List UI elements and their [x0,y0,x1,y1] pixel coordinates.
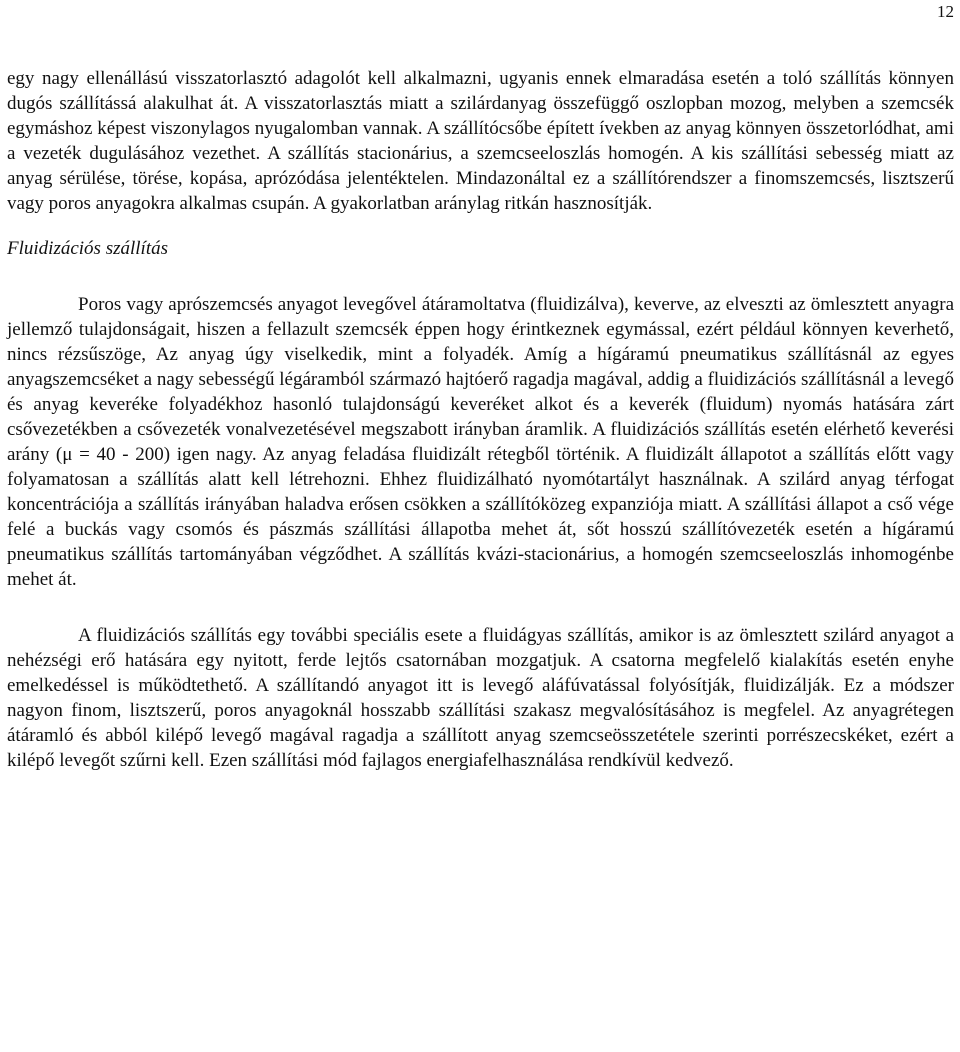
paragraph-fluidization: Poros vagy aprószemcsés anyagot levegővel átáramoltatva (fluidizálva), keverve, az elveszti az ömlesztett anyagra jellemző tulajdonságait, hiszen a fellazult szemcsék éppen hogy érintkeznek egymással, ezért például könnyen keverhető, nincs rézsűszöge, Az anyag úgy viselkedik, mint a folyadék. Amíg a hígáramú pneumatikus szállításnál az egyes anyagszemcséket a nagy sebességű légáramból származó hajtóerő ragadja magával, addig a fluidizációs szállításnál a levegő és anyag keveréke folyadékhoz hasonló tulajdonságú keveréket alkot és a keverék (fluidum) nyomás hatására zárt csővezetékben a csővezeték vonalvezetésével megszabott irányban áramlik. A fluidizációs szállítás esetén elérhető keverési arány (μ = 40 - 200) igen nagy. Az anyag feladása fluidizált rétegből történik. A fluidizált állapotot a szállítás előtt vagy folyamatosan a szállítás alatt kell létrehozni. Ehhez fluidizálható nyomótartályt használnak. A szilárd anyag térfogat koncentrációja a szállítás irányában haladva erősen csökken a szállítóközeg expanziója miatt. A szállítási állapot a cső vége felé a buckás vagy csomós és pászmás szállítási állapotba mehet át, sőt hosszú szállítóvezeték esetén a hígáramú pneumatikus szállítás tartományában végződhet. A szállítás kvázi-stacionárius, a homogén szemcseeloszlás inhomogénbe mehet át. [7,294,954,590]
paragraph-continuation: egy nagy ellenállású visszatorlasztó adagolót kell alkalmazni, ugyanis ennek elmaradása esetén a toló szállítás könnyen dugós szállítássá alakulhat át. A visszatorlasztás miatt a szilárdanyag összefüggő oszlopban mozog, melyben a szemcsék egymáshoz képest viszonylagos nyugalomban vannak. A szállítócsőbe épített ívekben az anyag könnyen összetorlódhat, ami a vezeték dugulásához vezethet. A szállítás stacionárius, a szemcseeloszlás homogén. A kis szállítási sebesség miatt az anyag sérülése, törése, kopása, aprózódása jelentéktelen. Mindazonáltal ez a szállítórendszer a finomszemcsés, lisztszerű vagy poros anyagokra alkalmas csupán. A gyakorlatban aránylag ritkán hasznosítják. [7,68,954,214]
page-number: 12 [937,2,954,21]
section-heading: Fluidizációs szállítás [7,238,168,259]
paragraph-fluidbed: A fluidizációs szállítás egy további speciális esete a fluidágyas szállítás, amikor is az ömlesztett szilárd anyagot a nehézségi erő hatására egy nyitott, ferde lejtős csatornában mozgatjuk. A csatorna megfelelő kialakítás esetén enyhe emelkedéssel is működtethető. A szállítandó anyagot itt is levegő aláfúvatással folyósítják, fluidizálják. Ez a módszer nagyon finom, lisztszerű, poros anyagoknál hosszabb szállítási szakasz megvalósításához is megfelel. Az anyagrétegen átáramló és abból kilépő levegő magával ragadja a szállított anyag szemcseösszetétele szerinti porrészecskéket, ezért a kilépő levegőt szűrni kell. Ezen szállítási mód fajlagos energiafelhasználása rendkívül kedvező. [7,625,954,771]
document-body [7,66,954,773]
